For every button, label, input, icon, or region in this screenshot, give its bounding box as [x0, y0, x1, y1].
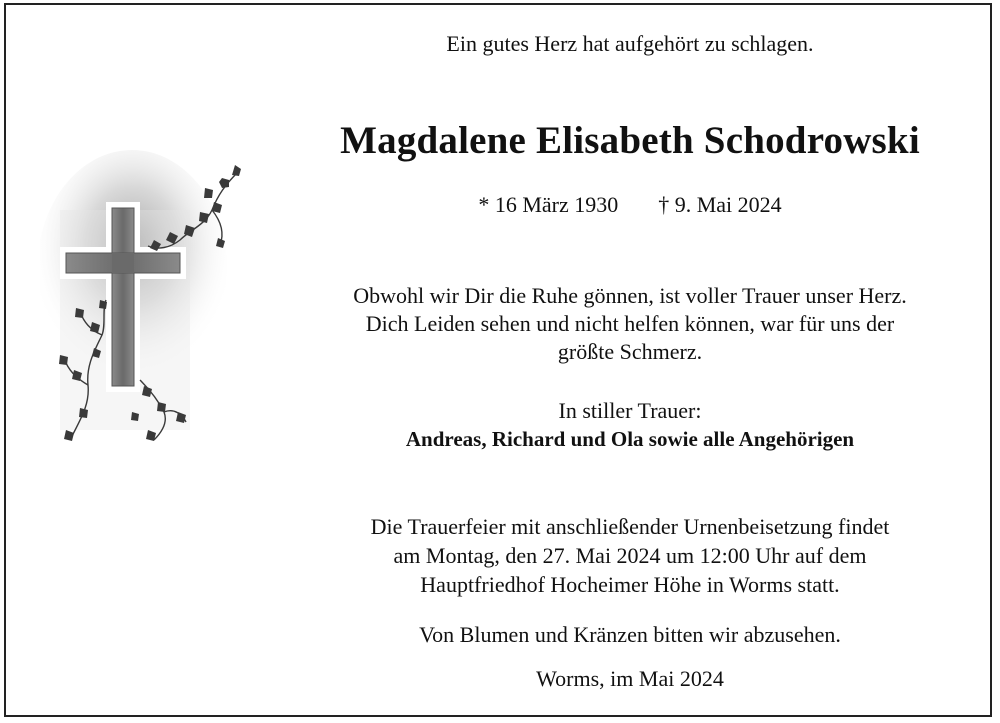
flowers-note: Von Blumen und Kränzen bitten wir abzusehen.: [419, 622, 841, 647]
death-date: † 9. Mai 2024: [658, 192, 782, 217]
funeral-details: [270, 512, 990, 599]
cross-with-ivy-icon: [40, 150, 250, 450]
place-and-date: Worms, im Mai 2024: [536, 666, 724, 691]
funeral-line: am Montag, den 27. Mai 2024 um 12:00 Uhr auf dem: [393, 543, 867, 568]
opening-line: Ein gutes Herz hat aufgehört zu schlagen.: [446, 31, 814, 56]
mourning-intro: In stiller Trauer:: [558, 398, 702, 423]
mourner-names: Andreas, Richard und Ola sowie alle Angehörigen: [405, 427, 855, 451]
deceased-name: Magdalene Elisabeth Schodrowski: [340, 119, 920, 162]
birth-date: * 16 März 1930: [478, 192, 619, 217]
funeral-line: Die Trauerfeier mit anschließender Urnenbeisetzung findet: [370, 514, 890, 539]
life-dates: [270, 192, 990, 218]
verse-line: Dich Leiden sehen und nicht helfen können, war für uns der: [365, 311, 895, 336]
funeral-line: Hauptfriedhof Hocheimer Höhe in Worms statt.: [420, 572, 840, 597]
memorial-verse: [270, 282, 990, 366]
verse-line: Obwohl wir Dir die Ruhe gönnen, ist voller Trauer unser Herz.: [353, 283, 907, 308]
verse-line: größte Schmerz.: [557, 339, 703, 364]
